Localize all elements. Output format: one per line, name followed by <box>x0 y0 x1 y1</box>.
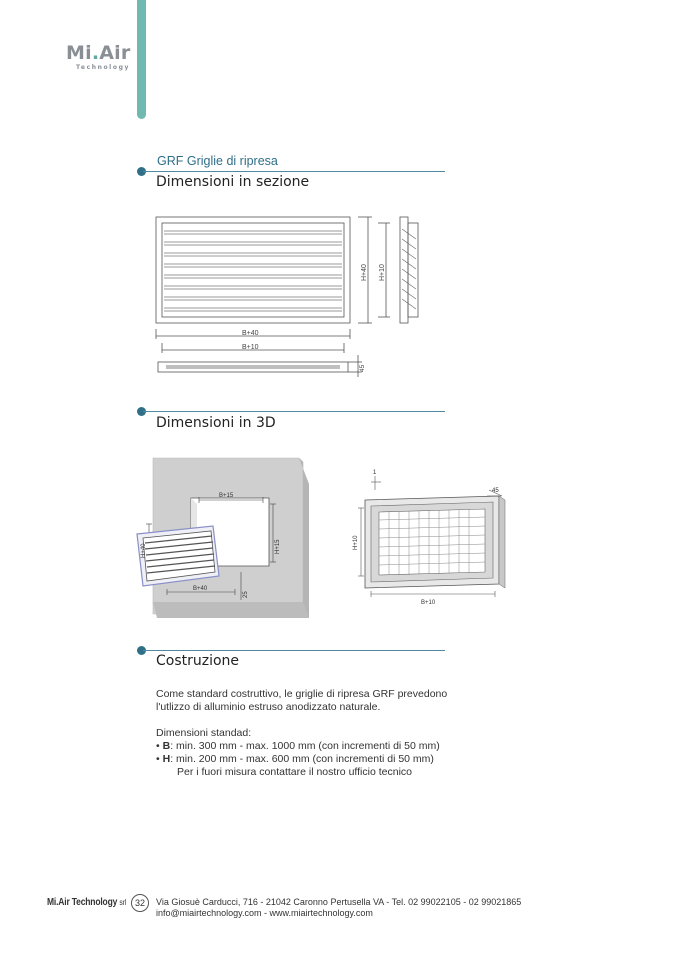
footer-address <box>156 897 521 919</box>
dim-3d-b10: B+10 <box>421 600 436 606</box>
3d-drawing <box>127 454 517 620</box>
section-rule <box>143 411 445 412</box>
company-logo: Mi.Air <box>66 42 131 64</box>
custom-size-note: Per i fuori misura contattare il nostro ufficio tecnico <box>177 766 412 778</box>
dim-3d-25: 25 <box>243 591 249 598</box>
product-kicker: GRF Griglie di ripresa <box>157 154 278 168</box>
company-logo-subtitle: Technology <box>76 64 130 71</box>
section-rule <box>143 171 445 172</box>
dimension-h-item: • H: min. 200 mm - max. 600 mm (con incrementi di 50 mm) <box>156 753 434 765</box>
footer-address-line: Via Giosuè Carducci, 716 - 21042 Caronno Pertusella VA - Tel. 02 99022105 - 02 99021865 <box>156 897 522 907</box>
dim-3d-h40: H+40 <box>141 543 147 558</box>
page-number: 32 <box>131 894 149 912</box>
footer-brand: Mi.Air Technology srl <box>47 897 127 908</box>
dim-3d-h15: H+15 <box>275 539 281 554</box>
standard-dimensions-title: Dimensioni standad: <box>156 727 252 739</box>
dim-3d-b40: B+40 <box>193 586 208 592</box>
dim-b10: B+10 <box>242 344 259 351</box>
footer-contacts-line: info@miairtechnology.com - www.miairtechnology.com <box>156 908 373 918</box>
dim-h40: H+40 <box>361 264 368 281</box>
section-rule <box>143 650 445 651</box>
section-title-3d: Dimensioni in 3D <box>156 415 276 431</box>
dim-3d-h10: H+10 <box>353 535 359 550</box>
section-drawing <box>150 205 440 385</box>
section-title-sezione: Dimensioni in sezione <box>156 174 310 190</box>
construction-text <box>156 688 447 779</box>
dim-3d-one: 1 <box>373 470 377 476</box>
header-accent-bar <box>137 0 146 119</box>
dim-depth: 45 <box>359 364 366 372</box>
construction-paragraph-line1: Come standard costruttivo, le griglie di ripresa GRF prevedono <box>156 688 448 700</box>
construction-paragraph-line2: l'utlizzo di alluminio estruso anodizzato naturale. <box>156 701 381 713</box>
dim-3d-b15: B+15 <box>219 493 234 499</box>
dim-b40: B+40 <box>242 330 259 337</box>
section-title-costruzione: Costruzione <box>156 653 240 669</box>
dimension-b-item: • B: min. 300 mm - max. 1000 mm (con incrementi di 50 mm) <box>156 740 440 752</box>
dim-3d-45: 45 <box>492 488 499 494</box>
dim-h10: H+10 <box>379 264 386 281</box>
